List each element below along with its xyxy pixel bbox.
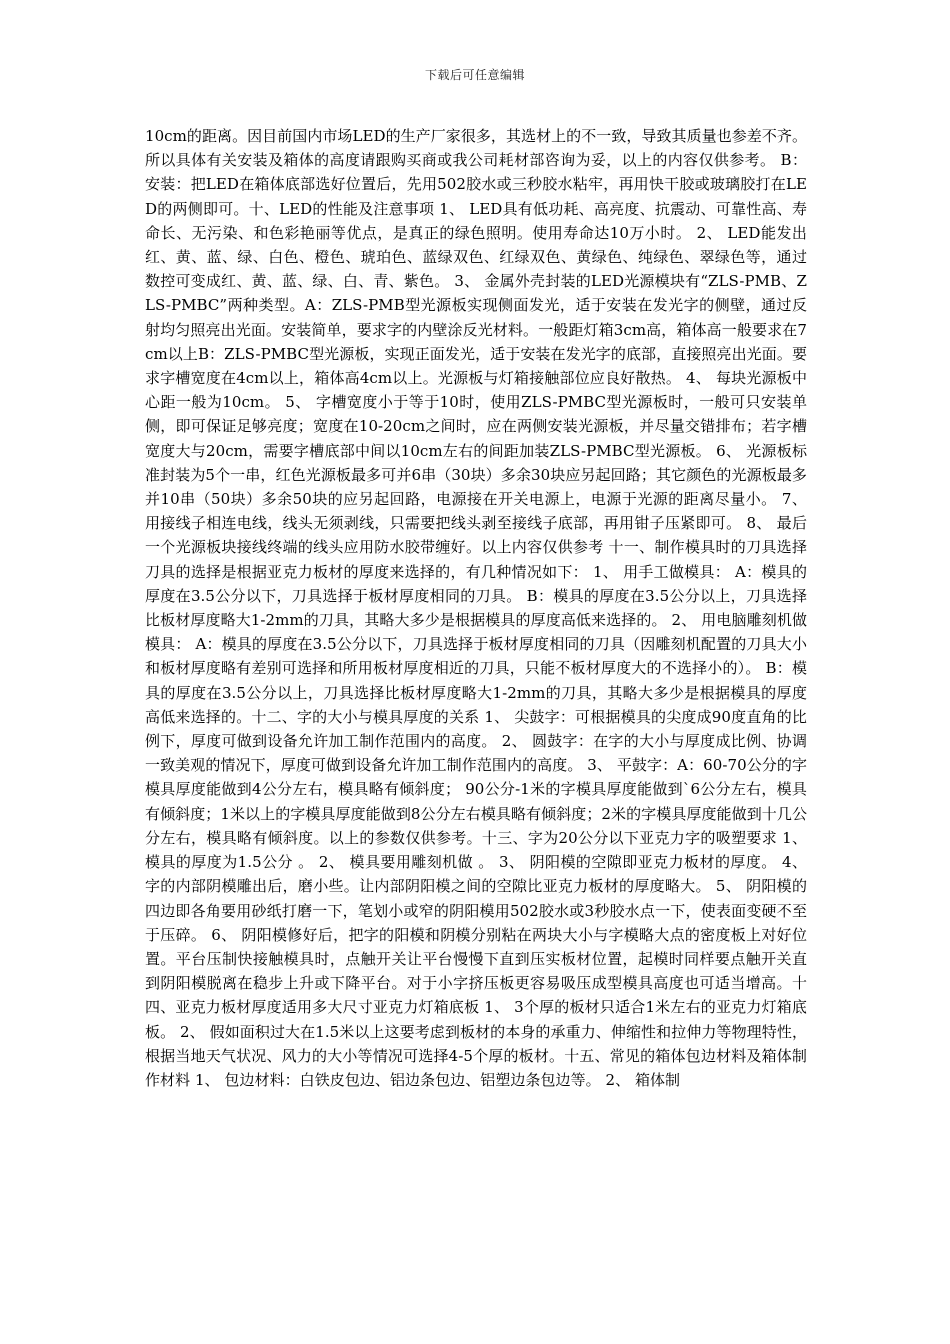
page-header: 下载后可任意编辑: [424, 68, 525, 82]
body-paragraph: 10cm的距离。因目前国内市场LED的生产厂家很多，其选材上的不一致，导致其质量也参差不齐。所以具体有关安装及箱体的高度请跟购买商或我公司耗材部咨询为妥，以上的内容仅供参考。 B：安装：把LED在箱体底部选好位置后，先用502胶水或三秒胶水粘牢，再用快干胶或玻璃胶打在LED的两侧即可。十、LED的性能及注意事项 1、 LED具有低功耗、高亮度、抗震动、可靠性高、寿命长、无污染、和色彩艳丽等优点，是真正的绿色照明。使用寿命达10万小时。 2、 LED能发出红、黄、蓝、绿、白色、橙色、琥珀色、蓝绿双色、红绿双色、黄绿色、纯绿色、翠绿色等，通过数控可变成红、黄、蓝、绿、白、青、紫色。 3、 金属外壳封装的LED光源模块有“ZLS-PMB、ZLS-PMBC”两种类型。A：ZLS-PMB型光源板实现侧面发光，适于安装在发光字的侧壁，通过反射均匀照亮出光面。安装简单，要求字的内壁涂反光材料。一般距灯箱3cm高，箱体高一般要求在7cm以上B：ZLS-PMBC型光源板，实现正面发光，适于安装在发光字的底部，直接照亮出光面。要求字槽宽度在4cm以上，箱体高4cm以上。光源板与灯箱接触部位应良好散热。 4、 每块光源板中心距一般为10cm。 5、 字槽宽度小于等于10时，使用ZLS-PMBC型光源板时，一般可只安装单侧，即可保证足够亮度；宽度在10-20cm之间时，应在两侧安装光源板，并尽量交错排布；若字槽宽度大与20cm，需要字槽底部中间以10cm左右的间距加装ZLS-PMBC型光源板。 6、 光源板标准封装为5个一串，红色光源板最多可并6串（30块）多余30块应另起回路；其它颜色的光源板最多并10串（50块）多余50块的应另起回路，电源接在开关电源上，电源于光源的距离尽量小。 7、 用接线子相连电线，线头无须剥线，只需要把线头剥至接线子底部，再用钳子压紧即可。 8、 最后一个光源板块接线终端的线头应用防水胶带缠好。以上内容仅供参考 十一、制作模具时的刀具选择刀具的选择是根据亚克力板材的厚度来选择的，有几种情况如下： 1、 用手工做模具： A：模具的厚度在3.5公分以下，刀具选择于板材厚度相同的刀具。 B：模具的厚度在3.5公分以上，刀具选择比板材厚度略大1-2mm的刀具，其略大多少是根据模具的厚度高低来选择的。 2、 用电脑雕刻机做模具： A：模具的厚度在3.5公分以下，刀具选择于板材厚度相同的刀具（因雕刻机配置的刀具大小和板材厚度略有差别可选择和所用板材厚度相近的刀具，只能不板材厚度大的不选择小的）。 B：模具的厚度在3.5公分以上，刀具选择比板材厚度略大1-2mm的刀具，其略大多少是根据模具的厚度高低来选择的。十二、字的大小与模具厚度的关系 1、 尖鼓字：可根据模具的尖度成90度直角的比例下，厚度可做到设备允许加工制作范围内的高度。 2、 圆鼓字：在字的大小与厚度成比例、协调一致美观的情况下，厚度可做到设备允许加工制作范围内的高度。 3、 平鼓字：A：60-70公分的字模具厚度能做到4公分左右，模具略有倾斜度； 90公分-1米的字模具厚度能做到`6公分左右，模具有倾斜度；1米以上的字模具厚度能做到8公分左右模具略有倾斜度；2米的字模具厚度能做到十几公分左右，模具略有倾斜度。以上的参数仅供参考。十三、字为20公分以下亚克力字的吸塑要求 1、 模具的厚度为1.5公分 。 2、 模具要用雕刻机做 。 3、 阴阳模的空隙即亚克力板材的厚度。 4、 字的内部阴模雕出后，磨小些。让内部阴阳模之间的空隙比亚克力板材的厚度略大。 5、 阴阳模的四边即各角要用砂纸打磨一下，笔划小或窄的阴阳模用502胶水或3秒胶水点一下，使表面变硬不至于压碎。 6、 阴阳模修好后，把字的阳模和阴模分别粘在两块大小与字模略大点的密度板上对好位置。平台压制快接触模具时，点触开关让平台慢慢下直到压实板材位置，起模时同样要点触开关直到阴阳模脱离在稳步上升或下降平台。对于小字挤压板更容易吸压成型模具高度也可适当增高。十四、亚克力板材厚度适用多大尺寸亚克力灯箱底板 1、 3个厚的板材只适合1米左右的亚克力灯箱底板。 2、 假如面积过大在1.5米以上这要考虑到板材的本身的承重力、伸缩性和拉伸力等物理特性，根据当地天气状况、风力的大小等情况可选择4-5个厚的板材。十五、常见的箱体包边材料及箱体制作材料 1、 包边材料：白铁皮包边、铝边条包边、铝塑边条包边等。 2、 箱体制: [145, 127, 807, 1089]
